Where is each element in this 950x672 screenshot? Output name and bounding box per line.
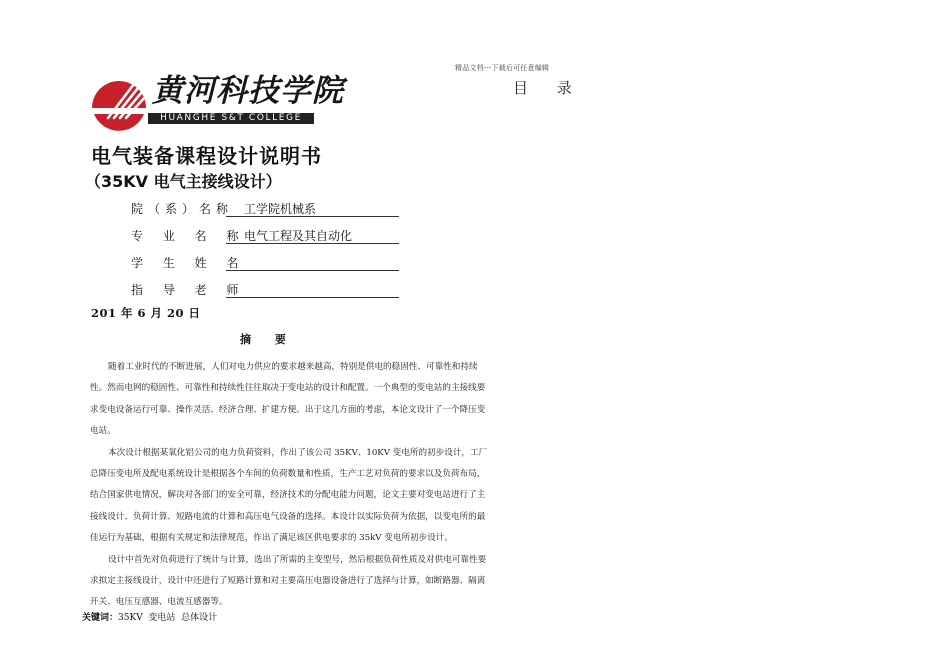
abstract-heading: 摘 要 (240, 333, 296, 346)
abstract-paragraph: 随着工业时代的不断进展，人们对电力供应的要求越来越高，特别是供电的稳固性、可靠性和持续性。然而电网的稳固性、可靠性和持续性往往取决于变电站的设计和配置。一个典型的变电站的主接线要求变电设备运行可靠、操作灵活、经济合理、扩建方便。出于这几方面的考虑，本论文设计了一个降压变电站。 (90, 362, 486, 437)
info-row-advisor (131, 276, 399, 302)
college-emblem-icon (88, 74, 150, 136)
abstract-paragraph: 设计中首先对负荷进行了统计与计算，选出了所需的主变型号，然后根据负荷性质及对供电可靠性要求拟定主接线设计，设计中还进行了短路计算和对主要高压电器设备进行了选择与计算，如断路器、隔离开关、电压互感器、电流互感器等。 (90, 554, 487, 608)
abstract-paragraph: 本次设计根据某氧化铝公司的电力负荷资料，作出了该公司 35KV、10KV 变电所的初步设计，工厂总降压变电所及配电系统设计是根据各个车间的负荷数量和性质，生产工艺对负荷的要求以及负荷布局，结合国家供电情况，解决对各部门的安全可靠，经济技术的分配电能力问题，论文主要对变电站进行了主接线设计、负荷计算、短路电流的计算和高压电气设备的选择。本设计以实际负荷为依据，以变电所的最佳运行为基础，根据有关规定和法律规范，作出了满足该区供电要求的 35kV 变电所初步设计。 (90, 447, 488, 544)
document-title: 电气装备课程设计说明书 (91, 144, 322, 168)
info-label: 学 生 姓 名 (131, 256, 247, 270)
info-value: 工学院机械系 (244, 202, 317, 216)
college-name-en: HUANGHE S&T COLLEGE (148, 113, 314, 124)
info-row-student (131, 249, 399, 275)
info-label: 院（系）名称 (131, 202, 234, 216)
document-date: 201 年 6 月 20 日 (91, 306, 201, 320)
info-value-field (226, 222, 399, 244)
info-label: 专 业 名 称 (131, 229, 247, 243)
info-value: 电气工程及其自动化 (244, 229, 353, 243)
college-name-cn: 黄河科技学院 (152, 73, 344, 109)
toc-title: 目 录 (513, 79, 584, 97)
info-row-department (131, 195, 399, 221)
info-value-field (226, 195, 399, 217)
info-label: 指 导 老 师 (131, 283, 247, 297)
info-value-field (226, 249, 399, 271)
keywords-label: 关键词： (82, 613, 119, 623)
info-row-major (131, 222, 399, 248)
info-value-field (226, 276, 399, 298)
keywords-text: 35KV 变电站 总体设计 (118, 613, 218, 623)
document-subtitle: （35KV 电气主接线设计） (85, 172, 282, 191)
college-logo (88, 70, 344, 128)
keywords (82, 610, 217, 623)
header-note: 精品文档---下载后可任意编辑 (455, 64, 550, 72)
abstract-body (90, 357, 490, 614)
